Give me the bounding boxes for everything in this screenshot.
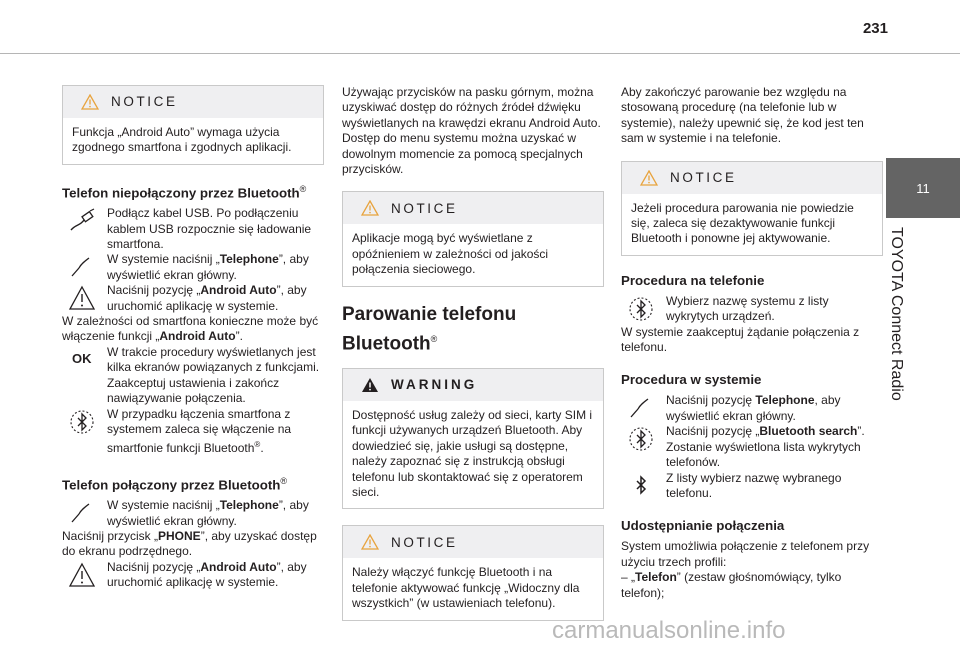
warning-triangle-filled-icon [361, 377, 379, 393]
notice-label: NOTICE [111, 94, 178, 110]
warning-triangle-icon [81, 94, 99, 110]
ok-step: OK W trakcie procedury wyświetlanych jest kilka ekranów powiązanych z funkcjami. Zaakceptuj ustawienia i zakończ nawiązywanie połączenia. [72, 344, 320, 406]
notice-box [62, 85, 324, 165]
heading-system-procedure: Procedura w systemie [621, 372, 762, 388]
ok-icon: OK [72, 350, 92, 366]
android-auto-step: Naciśnij pozycję „Android Auto”, aby uruchomić aplikację w systemie. [62, 283, 324, 314]
heading-phone-procedure: Procedura na telefonie [621, 272, 765, 288]
notice-text: Funkcja „Android Auto” wymaga użycia zgodnego smartfona i zgodnych aplikacji. [72, 125, 292, 155]
notice-text: Jeżeli procedura parowania nie powiedzie się, zaleca się dezaktywowanie funkcji Bluetooth i ponowne jej aktywowanie. [631, 200, 854, 246]
phone-procedure-text: W systemie zaakceptuj żądanie połączenia z telefonu. [621, 324, 860, 355]
phone-text: Naciśnij przycisk „PHONE”, aby uzyskać dostęp do ekranu podrzędnego. [62, 528, 317, 559]
warning-triangle-icon [68, 285, 96, 311]
notice-text: Aplikacje mogą być wyświetlane z opóźnieniem w zależności od jakości połączenia sieciowego. [352, 231, 549, 277]
warning-triangle-icon [640, 170, 658, 186]
sharing-text: System umożliwia połączenie z telefonem przy użyciu trzech profili: [621, 539, 870, 569]
usb-step: Podłącz kabel USB. Po podłączeniu kablem USB rozpocznie się ładowanie smartfona. [62, 206, 324, 252]
heading-sharing: Udostępnianie połączenia [621, 518, 785, 534]
column-3 [621, 85, 883, 601]
warning-label: WARNING [391, 377, 478, 393]
warning-triangle-icon [68, 562, 96, 588]
system-step-1: Naciśnij pozycję Telephone, aby wyświetlić ekran główny. [621, 393, 883, 424]
heading-disconnected: Telefon niepołączony przez Bluetooth® [62, 183, 307, 201]
finger-press-icon [68, 254, 96, 280]
finger-press-icon [627, 395, 655, 421]
notice-box [621, 161, 883, 256]
bluetooth-icon [627, 426, 655, 452]
notice-label: NOTICE [670, 169, 737, 185]
bluetooth-icon [68, 409, 96, 435]
intro-text: Aby zakończyć parowanie bez względu na stosowaną procedurę (na telefonie lub w systemie), należy upewnić się, że kod jest ten sam w systemie i na telefonie. [621, 85, 864, 146]
intro-text: Używając przycisków na pasku górnym, można uzyskiwać dostęp do różnych źródeł dźwięku wyświetlanych na krawędzi ekranu Android Auto. Dostęp do menu systemu można uzyskać w dowolnym momencie za pomocą specjalnych przycisków. [342, 85, 601, 177]
heading-pairing: Parowanie telefonu Bluetooth® [342, 303, 517, 354]
warning-box [342, 368, 604, 509]
watermark: carmanualsonline.info [552, 617, 786, 644]
column-2 [342, 85, 604, 637]
column-1 [62, 85, 324, 591]
android-auto-step-2: Naciśnij pozycję „Android Auto”, aby uruchomić aplikację w systemie. [62, 560, 324, 591]
finger-press-icon [68, 500, 96, 526]
phone-procedure-step: Wybierz nazwę systemu z listy wykrytych urządzeń. [621, 294, 883, 325]
telephone-step-2: W systemie naciśnij „Telephone”, aby wyświetlić ekran główny. [62, 498, 324, 529]
bluetooth-icon [627, 296, 655, 322]
bluetooth-step: W przypadku łączenia smartfona z systemem zaleca się włączenie na smartfonie funkcji Bluetooth®. [62, 407, 324, 457]
profile-item: – „Telefon” (zestaw głośnomówiący, tylko telefon); [621, 570, 842, 600]
top-rule [0, 53, 960, 54]
telephone-step: W systemie naciśnij „Telephone”, aby wyświetlić ekran główny. [62, 252, 324, 283]
chapter-tab[interactable]: 11 [886, 158, 960, 218]
heading-connected: Telefon połączony przez Bluetooth® [62, 475, 288, 493]
chapter-title: TOYOTA Connect Radio [888, 227, 905, 401]
notice-label: NOTICE [391, 534, 458, 550]
page-number: 231 [862, 20, 888, 37]
warning-text: Dostępność usług zależy od sieci, karty SIM i funkcji używanych urządzeń Bluetooth. Aby dowiedzieć się, jakie usługi są dostępne, należy zapoznać się z instrukcją obsługi telefonu lub skontaktować się z operatorem sieci. [352, 407, 593, 500]
notice-label: NOTICE [391, 200, 458, 216]
notice-box [342, 191, 604, 286]
notice-box [342, 525, 604, 620]
system-step-2: Naciśnij pozycję „Bluetooth search”. Zostanie wyświetlona lista wykrytych telefonów. [621, 424, 883, 470]
bluetooth-symbol-icon [627, 473, 655, 499]
warning-triangle-icon [361, 534, 379, 550]
warning-triangle-icon [361, 200, 379, 216]
usb-cable-icon [68, 208, 96, 234]
dependency-text: W zależności od smartfona konieczne może być włączenie funkcji „Android Auto”. [62, 314, 319, 344]
system-step-3: Z listy wybierz nazwę wybranego telefonu. [621, 471, 883, 502]
notice-text: Należy włączyć funkcję Bluetooth i na telefonie aktywować funkcję „Widoczny dla wszystkich” (w ustawieniach telefonu). [352, 565, 580, 611]
